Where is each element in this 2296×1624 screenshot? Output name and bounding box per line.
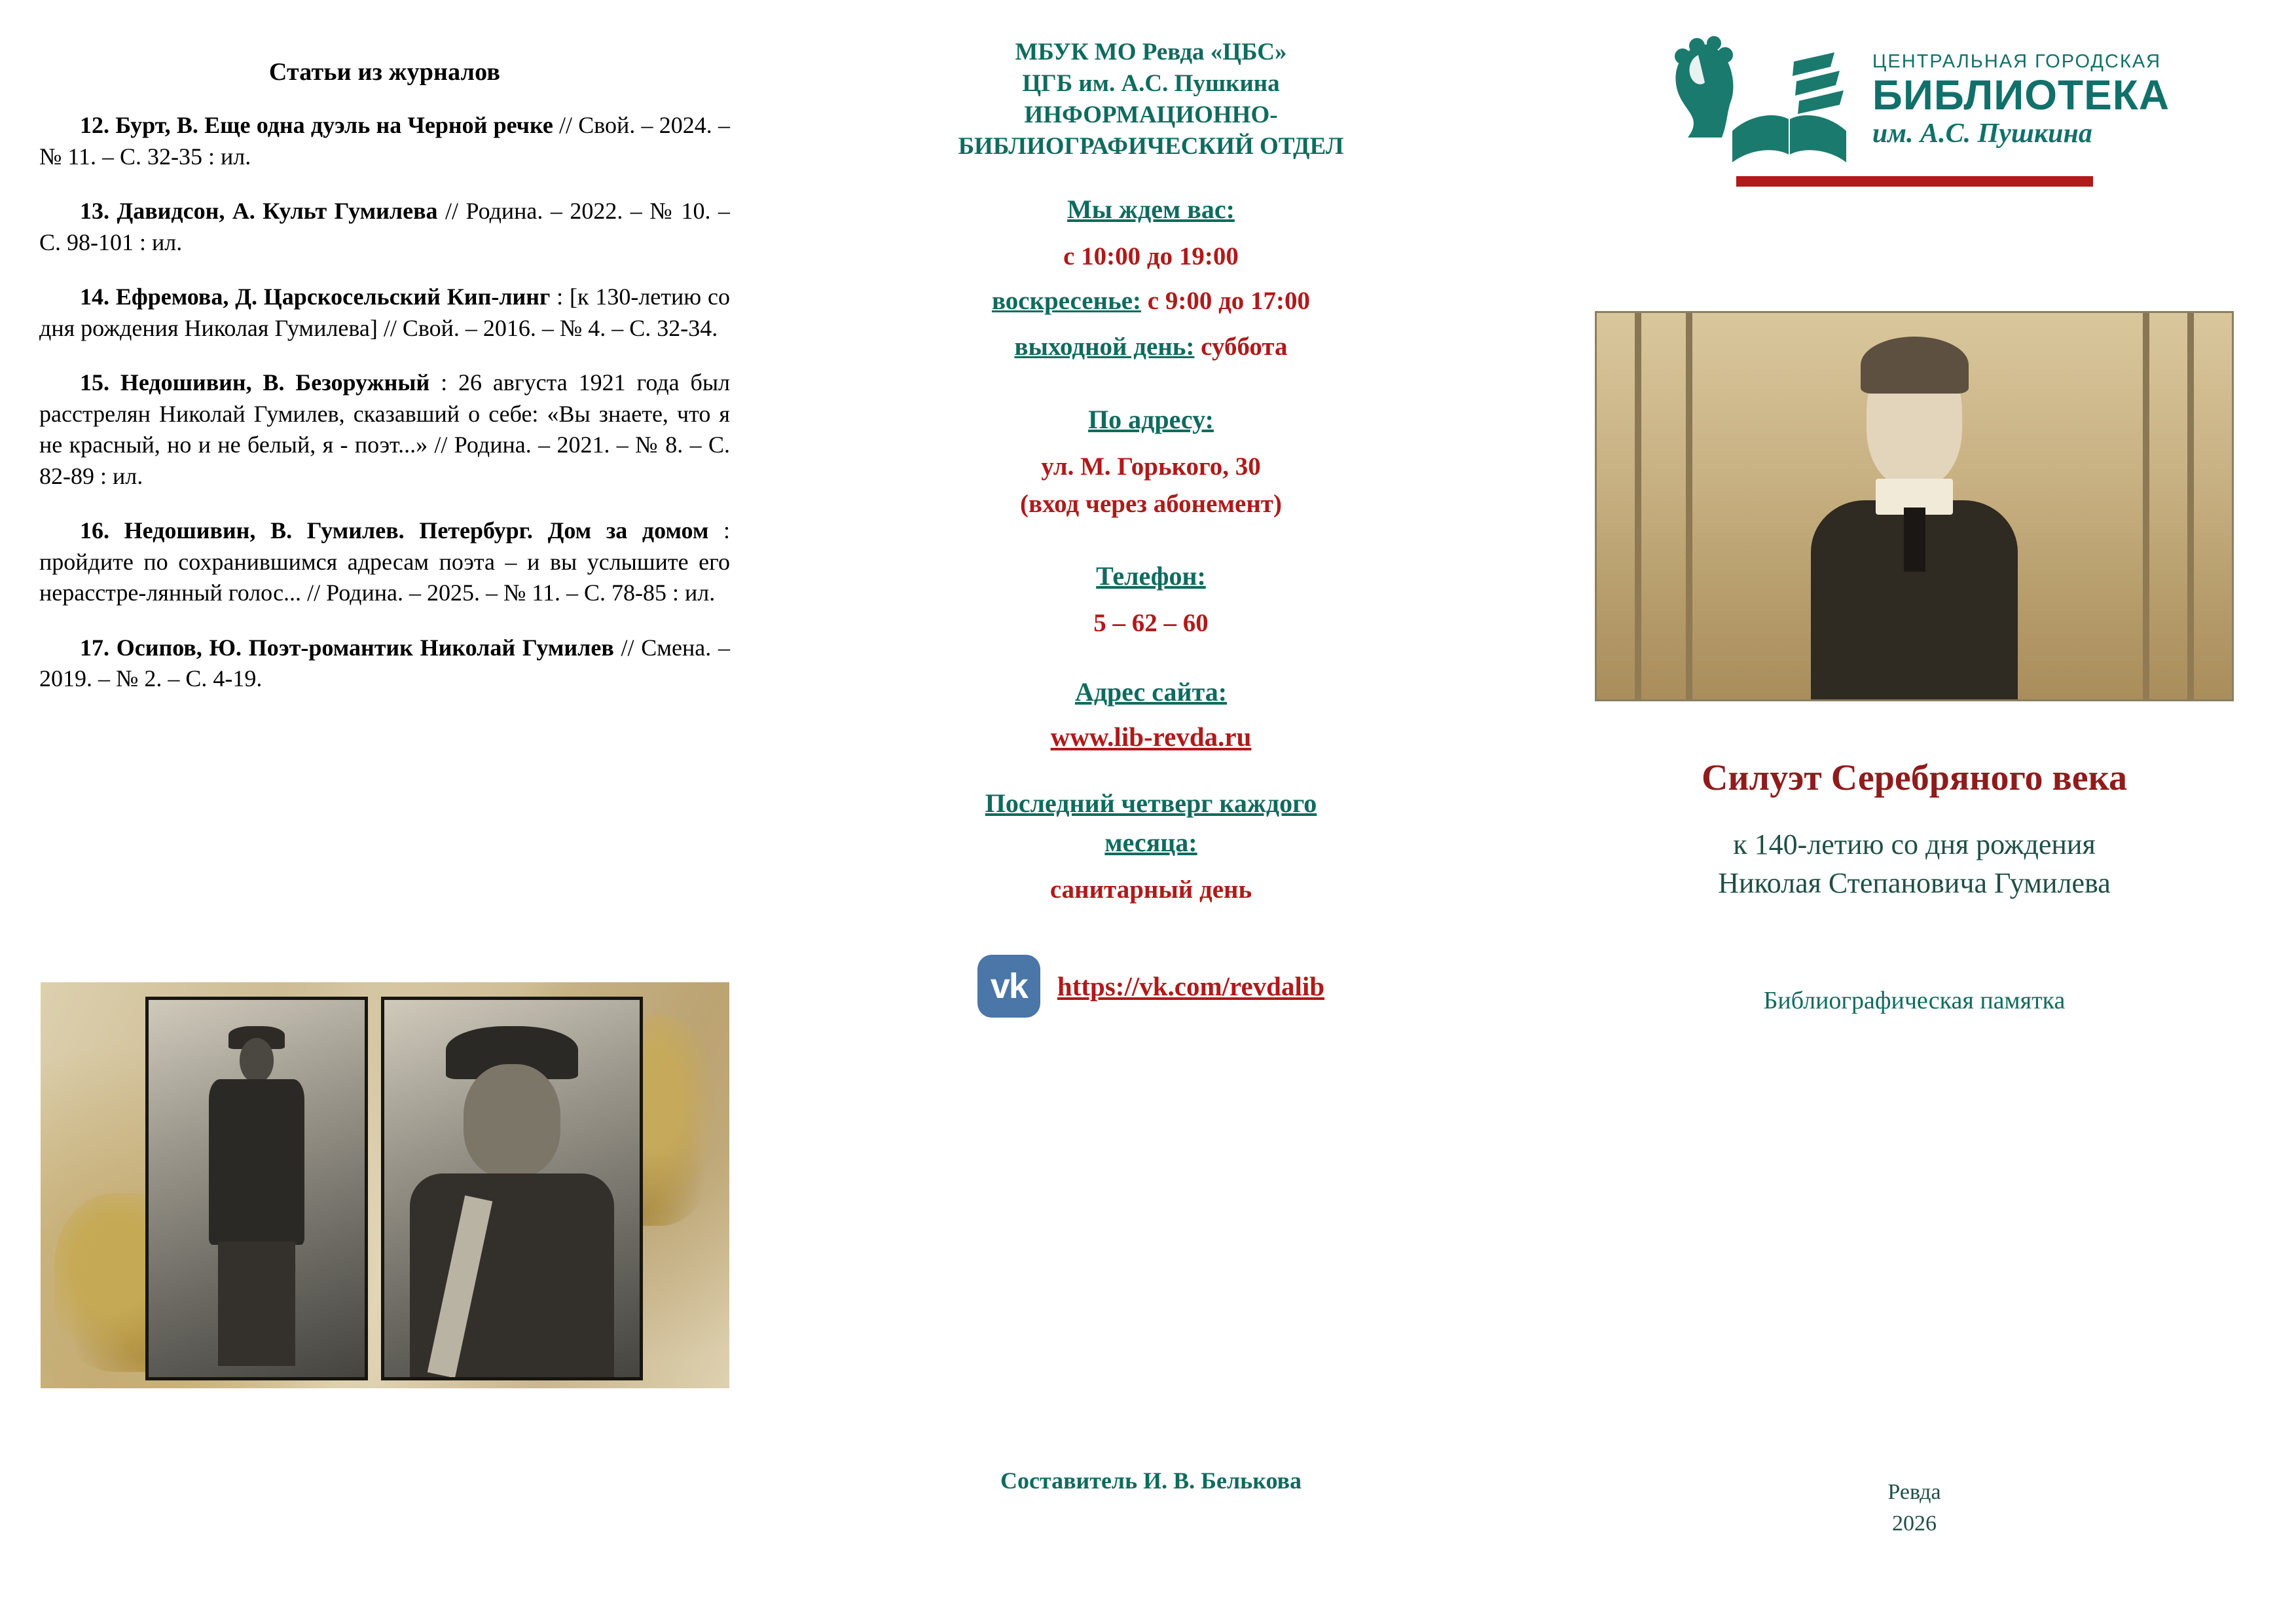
figure-head <box>240 1038 274 1083</box>
page-subtitle <box>1572 825 2257 903</box>
bib-title: 15. Недошивин, В. Безоружный <box>80 369 430 396</box>
bib-tail: : пройдите по сохранившимся адресам поэта – и вы услышите его нерасстре-лянный голос... // Родина. – 2025. – № 11. – С. 78-85 : ил. <box>39 517 730 606</box>
bib-tail: : [к 130-летию со дня рождения Николая Гумилева] // Свой. – 2016. – № 4. – С. 32-34. <box>39 284 730 341</box>
document-type-label: Библиографическая памятка <box>1763 987 2066 1015</box>
bib-tail: // Смена. – 2019. – № 2. – С. 4-19. <box>39 634 730 692</box>
sanitary-label-line-2: месяца: <box>1104 827 1197 857</box>
imprint-year: 2026 <box>1892 1511 1937 1536</box>
subtitle-line-2: Николая Степановича Гумилева <box>1718 867 2111 900</box>
panel-right-cover <box>1533 0 2296 1624</box>
panel-left-articles <box>0 0 769 1624</box>
website-link[interactable]: www.lib-revda.ru <box>1050 721 1252 752</box>
website-block <box>815 675 1487 752</box>
photo-image <box>384 1000 640 1377</box>
list-item <box>39 633 730 695</box>
address-label: По адресу: <box>1088 404 1214 434</box>
vk-icon[interactable]: vk <box>977 955 1040 1018</box>
photo-gumilev-uniform <box>381 997 643 1380</box>
list-item <box>39 282 730 344</box>
bib-title: 16. Недошивин, В. Гумилев. Петербург. Дом за домом <box>80 517 709 544</box>
logo-line-3: им. А.С. Пушкина <box>1872 119 2092 149</box>
photo-image <box>149 1000 365 1377</box>
tree-trunk <box>1686 313 1692 699</box>
bibliography-list <box>39 110 730 695</box>
list-item <box>39 110 730 172</box>
bib-title: 12. Бурт, В. Еще одна дуэль на Черной речке <box>80 112 553 138</box>
portrait-tie <box>1904 507 1925 572</box>
opening-hours-block <box>815 193 1487 365</box>
sanitary-label-line-1: Последний четверг каждого <box>985 788 1317 818</box>
imprint <box>1533 1477 2296 1539</box>
vk-row[interactable] <box>815 955 1487 1018</box>
address-block <box>815 403 1487 523</box>
day-off-value: суббота <box>1201 333 1288 361</box>
website-label: Адрес сайта: <box>1074 676 1228 707</box>
vk-link[interactable]: https://vk.com/revdalib <box>1057 971 1325 1002</box>
address-line-1: ул. М. Горького, 30 <box>1041 452 1261 481</box>
opening-hours-sunday <box>815 283 1487 320</box>
org-line-4: БИБЛИОГРАФИЧЕСКИЙ ОТДЕЛ <box>958 133 1344 160</box>
portrait-hair <box>1861 337 1969 394</box>
tree-trunk <box>2143 313 2149 699</box>
sanitary-day-block <box>815 786 1487 908</box>
bib-title: 13. Давидсон, А. Культ Гумилева <box>80 198 438 225</box>
figure-head <box>464 1064 560 1177</box>
figure-legs <box>218 1242 296 1366</box>
bib-tail: : 26 августа 1921 года был расстрелян Николай Гумилев, сказавший о себе: «Вы знаете, что я не красный, но и не белый, я - поэт...» // Родина. – 2021. – № 8. – С. 82-89 : ил. <box>39 369 731 489</box>
opening-hours-weekday: с 10:00 до 19:00 <box>1063 242 1239 271</box>
phone-label: Телефон: <box>1096 561 1206 591</box>
pushkin-profile-book-icon <box>1659 33 1855 167</box>
organization-block <box>815 37 1487 162</box>
day-off-label: выходной день: <box>1014 333 1195 361</box>
bib-title: 17. Осипов, Ю. Поэт-романтик Николай Гумилев <box>80 634 614 661</box>
sanitary-value: санитарный день <box>1049 875 1252 904</box>
sunday-value: с 9:00 до 17:00 <box>1147 286 1311 315</box>
figure-body <box>209 1079 304 1245</box>
logo-line-2: БИБЛИОТЕКА <box>1872 71 2170 119</box>
bib-title: 14. Ефремова, Д. Царскосельский Кип-линг <box>80 284 551 310</box>
tree-trunk <box>2187 313 2194 699</box>
opening-hours-label: Мы ждем вас: <box>1067 194 1235 225</box>
panel-middle-contacts <box>769 0 1533 1624</box>
compiler-credit: Составитель И. В. Белькова <box>1000 1467 1302 1494</box>
subtitle-line-1: к 140-летию со дня рождения <box>1733 828 2096 860</box>
portrait-gumilev <box>1595 311 2234 701</box>
logo-wordmark <box>1872 52 2170 147</box>
org-line-2: ЦГБ им. А.С. Пушкина <box>1022 70 1280 98</box>
imprint-city: Ревда <box>1887 1480 1941 1504</box>
portrait-figure <box>1806 344 2022 699</box>
org-line-3: ИНФОРМАЦИОННО- <box>1024 101 1278 129</box>
list-item <box>39 367 730 492</box>
tree-trunk <box>1635 313 1641 699</box>
org-line-1: МБУК МО Ревда «ЦБС» <box>1015 39 1287 65</box>
library-logo <box>1572 33 2257 167</box>
list-item <box>39 515 730 609</box>
left-heading: Статьи из журналов <box>268 58 501 86</box>
sunday-label: воскресенье: <box>991 286 1142 315</box>
list-item <box>39 196 730 258</box>
bib-tail: // Свой. – 2024. – № 11. – С. 32-35 : ил. <box>39 112 730 170</box>
bib-tail: // Родина. – 2022. – № 10. – С. 98-101 : ил. <box>39 198 730 255</box>
logo-line-1: ЦЕНТРАЛЬНАЯ ГОРОДСКАЯ <box>1872 51 2162 72</box>
phone-block <box>815 559 1487 641</box>
photo-gumilev-standing <box>145 997 368 1380</box>
phone-value: 5 – 62 – 60 <box>1093 608 1209 637</box>
page-title: Силуэт Серебряного века <box>1701 758 2128 798</box>
day-off <box>815 329 1487 366</box>
address-line-2: (вход через абонемент) <box>1020 490 1282 519</box>
logo-underline-rule <box>1736 176 2093 187</box>
archival-photo-collage <box>41 982 729 1388</box>
